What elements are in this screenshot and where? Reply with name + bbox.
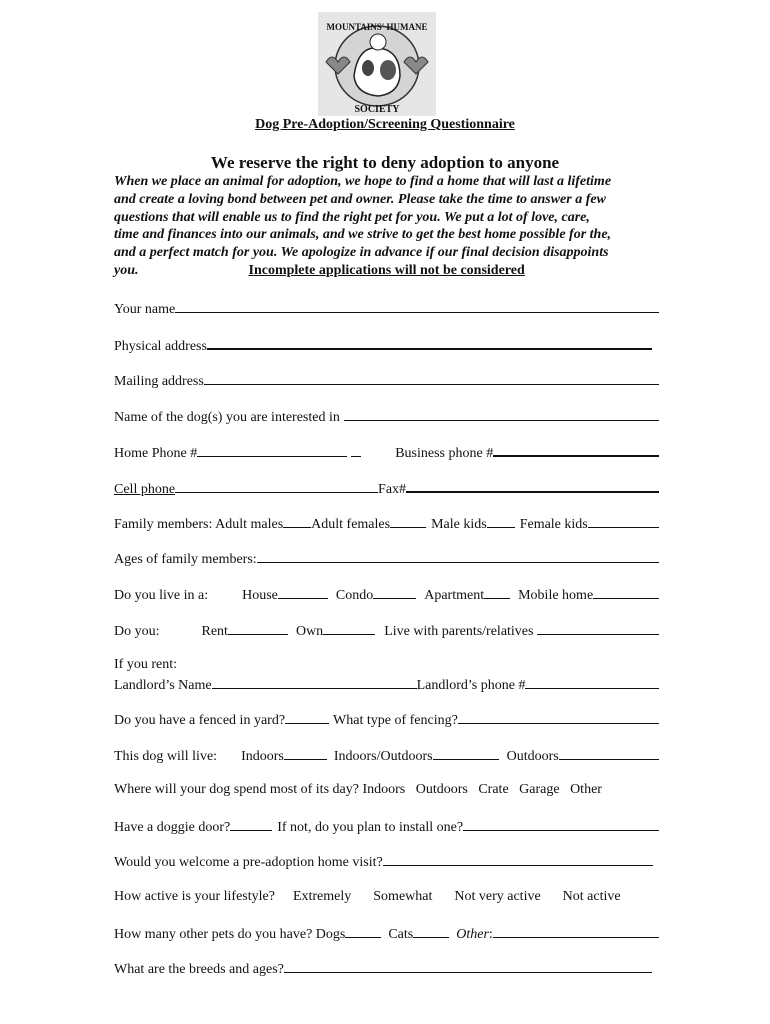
label-cats: Cats (388, 927, 414, 942)
label-indoors: Indoors (241, 749, 284, 764)
field-family-members (114, 515, 659, 533)
label-do-you: Do you: (114, 624, 160, 639)
label-mailing-address: Mailing address (114, 374, 204, 389)
field-fenced-yard (114, 711, 659, 729)
label-landlord-name: Landlord’s Name (114, 678, 212, 693)
adult-males-input[interactable] (283, 515, 311, 528)
label-live-parents: Live with parents/relatives (384, 624, 534, 639)
label-other-pets: How many other pets do you have? Dogs (114, 927, 346, 942)
option-somewhat[interactable]: Somewhat (373, 889, 433, 904)
doggie-door-input[interactable] (230, 818, 272, 831)
label-mobile-home: Mobile home (518, 588, 594, 603)
option-not-active[interactable]: Not active (562, 889, 621, 904)
separator-line (351, 444, 361, 457)
label-spend-day: Where will your dog spend most of its day? Indoors Outdoors Crate Garage Other (114, 782, 602, 797)
intro-line: questions that will enable us to find the right pet for you. We put a lot of love, care, (114, 209, 590, 225)
landlord-name-input[interactable] (212, 676, 417, 689)
field-dog-live (114, 747, 659, 765)
label-indoors-outdoors: Indoors/Outdoors (333, 749, 433, 764)
field-spend-day (114, 782, 659, 798)
label-if-rent: If you rent: (114, 657, 177, 672)
fenced-yard-input[interactable] (285, 711, 329, 724)
apartment-input[interactable] (484, 586, 510, 599)
label-ages: Ages of family members: (114, 552, 257, 567)
outdoors-input[interactable] (559, 747, 659, 760)
label-business-phone: Business phone # (395, 446, 494, 461)
field-breeds-ages (114, 960, 652, 978)
label-doggie-door: Have a doggie door? (114, 820, 231, 835)
fax-input[interactable] (406, 479, 659, 493)
home-phone-input[interactable] (197, 444, 347, 457)
label-active: How active is your lifestyle? (114, 889, 275, 904)
indoors-input[interactable] (284, 747, 327, 760)
label-dog-live: This dog will live: (114, 749, 218, 764)
label-apartment: Apartment (424, 588, 485, 603)
other-input[interactable] (493, 925, 659, 938)
svg-text:SOCIETY: SOCIETY (354, 104, 400, 115)
field-mailing-address (114, 372, 659, 390)
mountains-humane-society-logo (318, 12, 436, 116)
field-other-pets: How many other pets do you have? Dogs Cats Other : (114, 925, 659, 943)
label-house: House (242, 588, 278, 603)
label-fencing-type: What type of fencing? (333, 713, 458, 728)
cell-phone-input[interactable] (175, 480, 378, 493)
field-ages (114, 550, 659, 568)
intro-line: time and finances into our animals, and we strive to get the best home possible for the, (114, 227, 612, 243)
rent-input[interactable] (228, 622, 288, 635)
label-home-phone: Home Phone # (114, 446, 198, 461)
install-input[interactable] (463, 818, 659, 831)
cats-input[interactable] (413, 925, 449, 938)
option-not-very-active[interactable]: Not very active (454, 889, 541, 904)
label-breeds-ages: What are the breeds and ages? (114, 962, 284, 977)
label-outdoors: Outdoors (506, 749, 559, 764)
label-adult-females: Adult females (311, 517, 391, 532)
field-landlord (114, 676, 659, 694)
label-fenced-yard: Do you have a fenced in yard? (114, 713, 286, 728)
female-kids-input[interactable] (588, 515, 659, 528)
own-input[interactable] (323, 622, 375, 635)
label-landlord-phone: Landlord’s phone # (416, 678, 526, 693)
incomplete-warning: Incomplete applications will not be considered (248, 262, 525, 278)
field-your-name (114, 300, 659, 318)
dog-interest-input[interactable] (344, 408, 659, 421)
intro-line: and create a loving bond between pet and owner. Please take the time to answer a few (114, 191, 606, 207)
intro-line: you. (114, 262, 139, 278)
label-dog-interest: Name of the dog(s) you are interested in (114, 410, 340, 425)
intro-paragraph (114, 173, 659, 280)
field-dog-interest (114, 408, 659, 426)
ages-input[interactable] (257, 550, 659, 563)
field-if-rent (114, 657, 659, 673)
intro-line: and a perfect match for you. We apologize in advance if our final decision disappoints (114, 245, 609, 261)
headline: We reserve the right to deny adoption to anyone (210, 153, 560, 172)
label-male-kids: Male kids (431, 517, 487, 532)
landlord-phone-input[interactable] (525, 676, 659, 689)
label-physical-address: Physical address (114, 339, 207, 354)
intro-line: When we place an animal for adoption, we hope to find a home that will last a lifetime (114, 174, 612, 189)
field-physical-address (114, 336, 652, 355)
label-fax: Fax# (378, 482, 407, 497)
label-home-visit: Would you welcome a pre-adoption home visit? (114, 855, 383, 870)
physical-address-input[interactable] (207, 336, 652, 350)
condo-input[interactable] (373, 586, 416, 599)
field-live-in (114, 586, 659, 604)
field-do-you (114, 622, 659, 640)
label-female-kids: Female kids (519, 517, 588, 532)
label-rent: Rent (201, 624, 228, 639)
page-title: Dog Pre-Adoption/Screening Questionnaire (255, 117, 515, 132)
label-install: If not, do you plan to install one? (277, 820, 464, 835)
field-phones (114, 443, 659, 462)
breeds-ages-input[interactable] (284, 960, 652, 973)
label-cell-phone: Cell phone (114, 482, 176, 497)
mobile-home-input[interactable] (593, 586, 659, 599)
field-home-visit (114, 853, 653, 871)
your-name-input[interactable] (175, 300, 659, 313)
label-family-members: Family members: Adult males (114, 517, 284, 532)
business-phone-input[interactable] (493, 443, 659, 457)
home-visit-input[interactable] (383, 853, 653, 866)
fencing-type-input[interactable] (458, 711, 659, 724)
label-live-in: Do you live in a: (114, 588, 209, 603)
label-your-name: Your name (114, 302, 176, 317)
dogs-input[interactable] (345, 925, 381, 938)
svg-text:MOUNTAINS' HUMANE: MOUNTAINS' HUMANE (326, 22, 428, 32)
indoors-outdoors-input[interactable] (433, 747, 499, 760)
house-input[interactable] (278, 586, 328, 599)
field-doggie-door (114, 818, 659, 836)
label-other: Other (456, 927, 489, 942)
field-cell-fax (114, 479, 659, 498)
label-condo: Condo (335, 588, 374, 603)
label-own: Own (295, 624, 324, 639)
mailing-address-input[interactable] (204, 372, 659, 385)
adult-females-input[interactable] (390, 515, 426, 528)
option-extremely[interactable]: Extremely (292, 889, 352, 904)
field-active (114, 889, 659, 905)
male-kids-input[interactable] (487, 515, 515, 528)
live-parents-input[interactable] (537, 622, 659, 635)
